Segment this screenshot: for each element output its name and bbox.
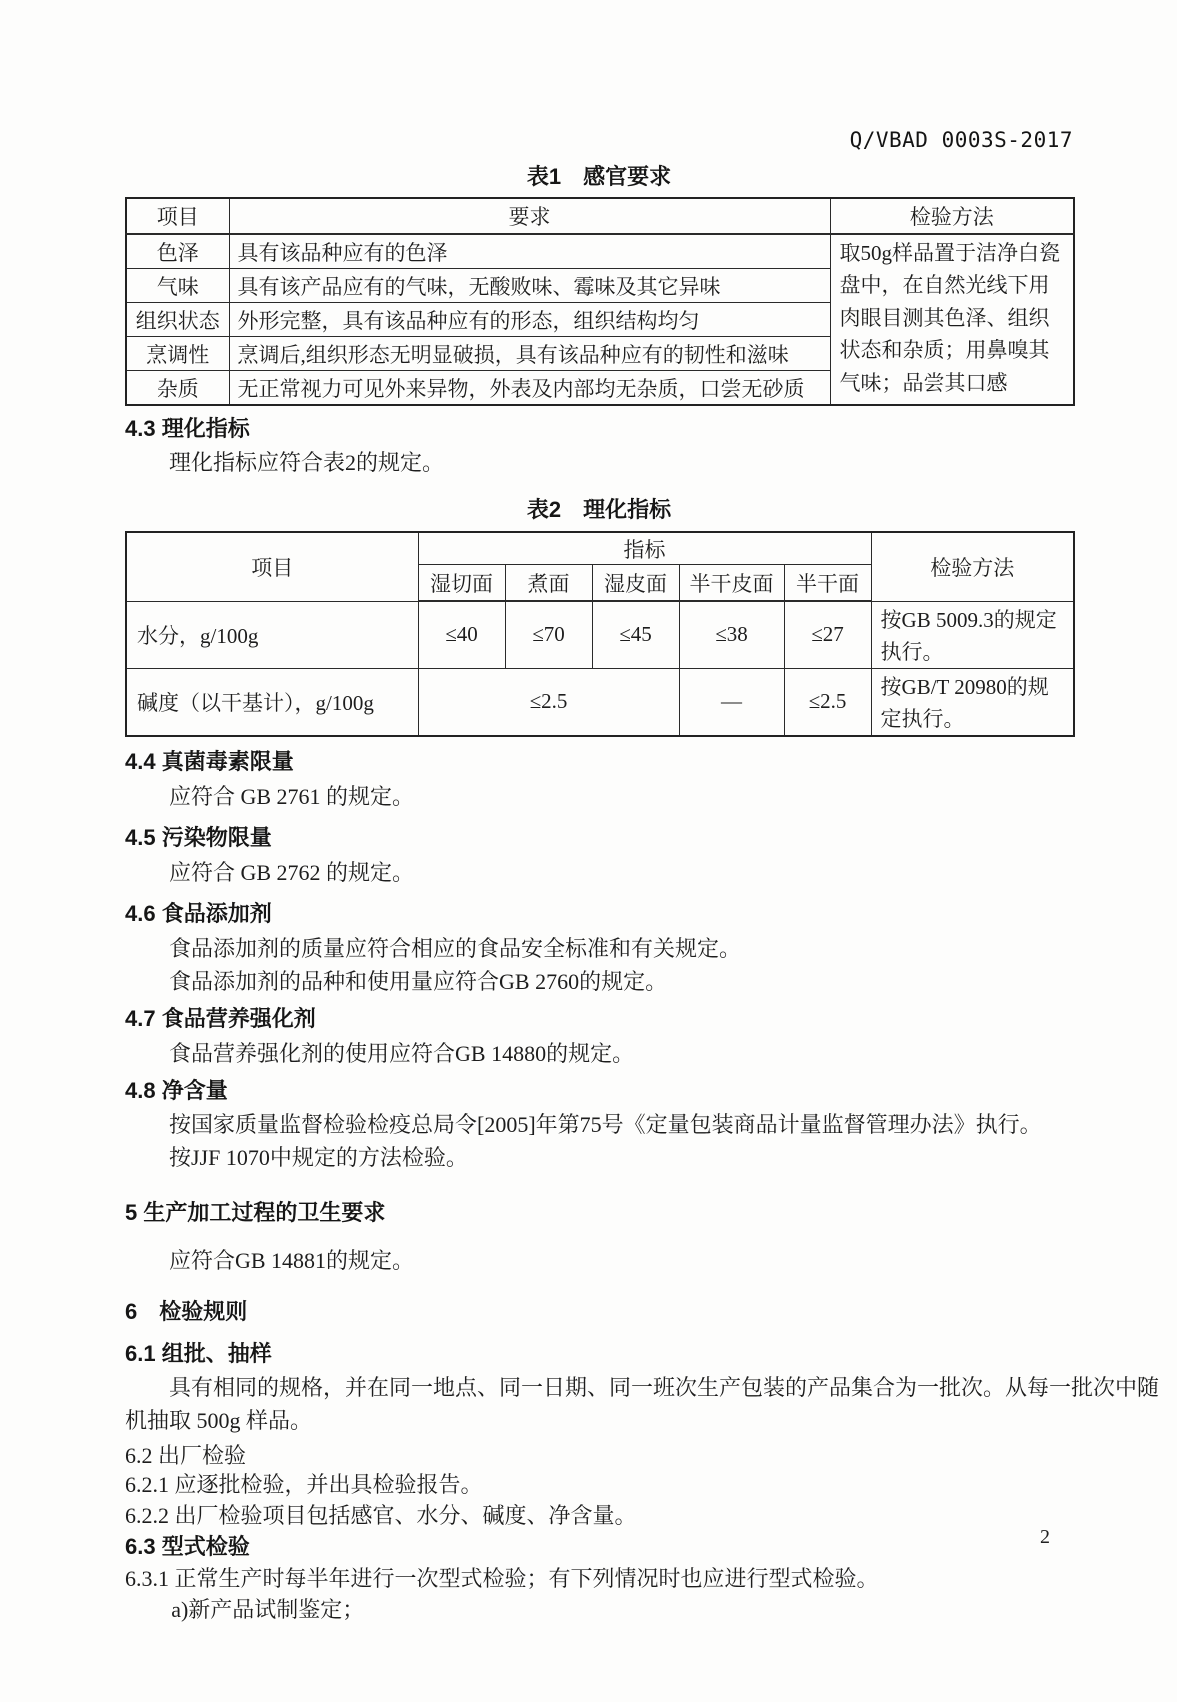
page-number: 2 [1040,1526,1050,1548]
clause-6-3-1: 6.3.1 正常生产时每半年进行一次型式检验；有下列情况时也应进行型式检验。 [125,1565,879,1591]
section-4-6-body-1: 食品添加剂的质量应符合相应的食品安全标准和有关规定。 [169,935,742,961]
section-6-heading: 6 检验规则 [125,1298,248,1324]
section-4-5-body: 应符合 GB 2762 的规定。 [169,859,415,885]
subheader-semidry-wrapper: 半干皮面 [679,565,784,602]
dash-cell: — [679,668,784,736]
subheader-boiled-noodle: 煮面 [505,565,592,602]
table1-header-row [126,198,1074,234]
item-cell: 烹调性 [126,337,229,371]
method-cell: 按GB 5009.3的规定执行。 [871,601,1074,668]
table1-header-requirement: 要求 [229,198,830,234]
table2-title: 表2 理化指标 [526,497,672,522]
method-cell: 按GB/T 20980的规定执行。 [871,668,1074,736]
table1-title: 表1 感官要求 [526,164,672,189]
section-4-8-body-1: 按国家质量监督检验检疫总局令[2005]年第75号《定量包装商品计量监督管理办法》执行。 [169,1111,1042,1137]
value-cell: ≤2.5 [784,668,871,736]
clause-6-2-1: 6.2.1 应逐批检验，并出具检验报告。 [125,1471,483,1497]
section-6-1-heading: 6.1 组批、抽样 [125,1340,272,1366]
table1-header-item: 项目 [126,198,229,234]
value-cell: ≤27 [784,601,871,668]
table-row-alkalinity [126,668,1074,736]
section-4-7-heading: 4.7 食品营养强化剂 [125,1005,316,1031]
requirement-cell: 烹调后,组织形态无明显破损，具有该品种应有的韧性和滋味 [229,337,830,371]
section-5-body: 应符合GB 14881的规定。 [169,1247,415,1273]
item-cell: 水分，g/100g [126,601,418,668]
item-cell: 色泽 [126,234,229,269]
section-4-4-body: 应符合 GB 2761 的规定。 [169,783,415,809]
clause-6-3-1-item-a: a)新产品试制鉴定； [171,1596,365,1622]
subheader-wet-wrapper: 湿皮面 [592,565,679,602]
table2-header-item: 项目 [126,532,418,601]
requirement-cell: 外形完整，具有该品种应有的形态，组织结构均匀 [229,303,830,337]
section-4-4-heading: 4.4 真菌毒素限量 [125,748,294,774]
value-cell: ≤70 [505,601,592,668]
value-cell: ≤38 [679,601,784,668]
section-4-8-body-2: 按JJF 1070中规定的方法检验。 [169,1144,468,1170]
table2-header-row1 [126,532,1074,565]
section-4-3-body: 理化指标应符合表2的规定。 [169,450,445,475]
standard-code-header: Q/VBAD 0003S-2017 [849,128,1073,152]
section-6-1-body: 具有相同的规格，并在同一地点、同一日期、同一班次生产包装的产品集合为一批次。从每一批次中随机抽取 500g 样品。 [125,1374,1160,1433]
requirement-cell: 具有该品种应有的色泽 [229,234,830,269]
subheader-wet-cut-noodle: 湿切面 [418,565,505,602]
method-cell: 取50g样品置于洁净白瓷盘中，在自然光线下用肉眼目测其色泽、组织状态和杂质；用鼻嗅其气味；品尝其口感 [830,234,1074,405]
table2-header-method: 检验方法 [871,532,1074,601]
section-4-3-heading: 4.3 理化指标 [125,416,250,441]
clause-6-2-2: 6.2.2 出厂检验项目包括感官、水分、碱度、净含量。 [125,1502,637,1528]
section-5-heading: 5 生产加工过程的卫生要求 [125,1199,386,1225]
section-6-2-heading: 6.2 出厂检验 [125,1442,247,1468]
section-4-6-body-2: 食品添加剂的品种和使用量应符合GB 2760的规定。 [169,968,668,994]
table-row-moisture [126,601,1074,668]
table-row [126,234,1074,269]
physicochemical-table [125,531,1075,737]
section-6-3-heading: 6.3 型式检验 [125,1533,250,1559]
item-cell: 气味 [126,269,229,303]
sensory-requirements-table [125,197,1075,406]
value-cell: ≤40 [418,601,505,668]
merged-value-cell: ≤2.5 [418,668,679,736]
table1-header-method: 检验方法 [830,198,1074,234]
section-4-6-heading: 4.6 食品添加剂 [125,900,272,926]
item-cell: 组织状态 [126,303,229,337]
page-content [125,128,1160,1625]
subheader-semidry-noodle: 半干面 [784,565,871,602]
item-cell: 碱度（以干基计），g/100g [126,668,418,736]
table2-header-index: 指标 [418,532,871,565]
section-4-5-heading: 4.5 污染物限量 [125,824,272,850]
requirement-cell: 具有该产品应有的气味，无酸败味、霉味及其它异味 [229,269,830,303]
section-4-8-heading: 4.8 净含量 [125,1077,228,1103]
section-4-7-body: 食品营养强化剂的使用应符合GB 14880的规定。 [169,1040,635,1066]
item-cell: 杂质 [126,371,229,406]
requirement-cell: 无正常视力可见外来异物，外表及内部均无杂质，口尝无砂质 [229,371,830,406]
value-cell: ≤45 [592,601,679,668]
